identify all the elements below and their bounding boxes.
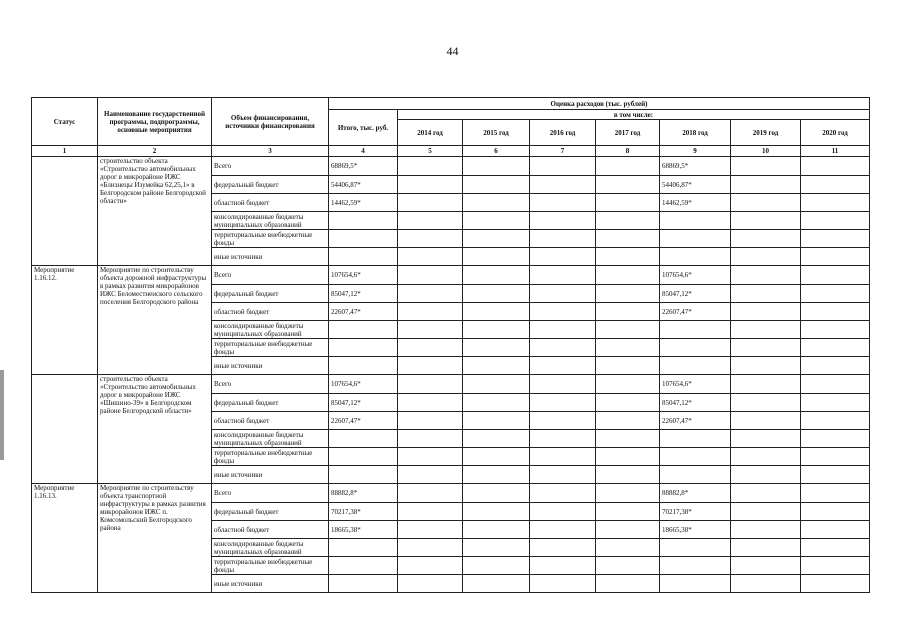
total-amount-cell: 107654,6* <box>329 375 398 394</box>
column-number-row <box>32 146 870 157</box>
column-number: 11 <box>801 146 870 157</box>
column-number: 1 <box>32 146 98 157</box>
year-amount-cell <box>398 266 463 285</box>
total-amount-cell <box>329 539 398 557</box>
year-amount-cell <box>463 557 530 575</box>
header-year-2016: 2016 год <box>530 120 596 146</box>
year-amount-cell <box>731 448 801 466</box>
year-amount-cell <box>596 321 660 339</box>
year-amount-cell <box>731 557 801 575</box>
year-amount-cell <box>801 575 870 593</box>
year-amount-cell <box>801 303 870 321</box>
year-amount-cell <box>596 521 660 539</box>
year-amount-cell <box>463 448 530 466</box>
column-number: 6 <box>463 146 530 157</box>
year-amount-cell <box>398 394 463 412</box>
year-amount-cell <box>530 484 596 503</box>
total-amount-cell: 22607,47* <box>329 412 398 430</box>
year-amount-cell <box>398 539 463 557</box>
scan-edge-mark <box>0 370 4 460</box>
event-name-cell: строительство объекта «Строительство автомобильных дорог в микрорайоне ИЖС «Шишино-39» в Белгородском районе Белгородской области» <box>98 375 212 484</box>
funding-source-cell: федеральный бюджет <box>212 394 329 412</box>
year-amount-cell <box>801 484 870 503</box>
table-row <box>32 157 870 176</box>
year-amount-cell <box>731 212 801 230</box>
year-amount-cell <box>731 303 801 321</box>
year-amount-cell <box>463 521 530 539</box>
funding-source-cell: иные источники <box>212 357 329 375</box>
total-amount-cell: 85047,12* <box>329 394 398 412</box>
total-amount-cell <box>329 575 398 593</box>
year-amount-cell <box>731 503 801 521</box>
event-name-cell: Мероприятие по строительству объекта дорожной инфраструктуры в рамках развития микрорайонов ИЖС Беломестненского сельского поселения Белгородского района <box>98 266 212 375</box>
year-amount-cell <box>463 285 530 303</box>
total-amount-cell: 22607,47* <box>329 303 398 321</box>
column-number: 10 <box>731 146 801 157</box>
year-2018-amount-cell <box>660 575 731 593</box>
year-amount-cell <box>530 575 596 593</box>
year-2018-amount-cell <box>660 466 731 484</box>
total-amount-cell: 18665,38* <box>329 521 398 539</box>
header-year-2020: 2020 год <box>801 120 870 146</box>
year-amount-cell <box>398 157 463 176</box>
year-2018-amount-cell: 18665,38* <box>660 521 731 539</box>
year-amount-cell <box>530 321 596 339</box>
funding-source-cell: Всего <box>212 266 329 285</box>
year-amount-cell <box>731 394 801 412</box>
table-row <box>32 266 870 285</box>
year-amount-cell <box>463 339 530 357</box>
total-amount-cell: 88882,8* <box>329 484 398 503</box>
year-amount-cell <box>731 357 801 375</box>
header-year-2018: 2018 год <box>660 120 731 146</box>
year-amount-cell <box>398 430 463 448</box>
year-amount-cell <box>731 176 801 194</box>
year-amount-cell <box>463 194 530 212</box>
total-amount-cell <box>329 430 398 448</box>
year-amount-cell <box>530 266 596 285</box>
event-status-cell: Мероприятие 1.16.12. <box>32 266 98 375</box>
year-amount-cell <box>530 230 596 248</box>
year-amount-cell <box>731 157 801 176</box>
event-status-cell <box>32 157 98 266</box>
year-amount-cell <box>463 503 530 521</box>
year-amount-cell <box>463 466 530 484</box>
total-amount-cell <box>329 248 398 266</box>
year-2018-amount-cell <box>660 339 731 357</box>
funding-source-cell: территориальные внебюджетные фонды <box>212 448 329 466</box>
year-amount-cell <box>731 194 801 212</box>
funding-source-cell: иные источники <box>212 466 329 484</box>
year-amount-cell <box>596 466 660 484</box>
year-amount-cell <box>801 503 870 521</box>
year-amount-cell <box>463 176 530 194</box>
year-amount-cell <box>398 503 463 521</box>
year-amount-cell <box>596 375 660 394</box>
funding-source-cell: территориальные внебюджетные фонды <box>212 339 329 357</box>
year-amount-cell <box>530 430 596 448</box>
year-amount-cell <box>530 285 596 303</box>
year-amount-cell <box>801 466 870 484</box>
year-amount-cell <box>463 157 530 176</box>
year-amount-cell <box>731 375 801 394</box>
total-amount-cell: 54406,87* <box>329 176 398 194</box>
year-2018-amount-cell <box>660 212 731 230</box>
year-amount-cell <box>596 285 660 303</box>
total-amount-cell <box>329 448 398 466</box>
year-amount-cell <box>530 176 596 194</box>
year-amount-cell <box>801 412 870 430</box>
year-amount-cell <box>801 176 870 194</box>
year-amount-cell <box>801 448 870 466</box>
year-amount-cell <box>596 357 660 375</box>
funding-source-cell: федеральный бюджет <box>212 285 329 303</box>
event-name-cell: Мероприятие по строительству объекта транспортной инфраструктуры в рамках развития микрорайонов ИЖС п. Комсомольский Белгородского района <box>98 484 212 593</box>
year-amount-cell <box>530 339 596 357</box>
year-amount-cell <box>596 230 660 248</box>
year-2018-amount-cell: 22607,47* <box>660 303 731 321</box>
year-amount-cell <box>801 230 870 248</box>
year-amount-cell <box>530 157 596 176</box>
year-amount-cell <box>731 248 801 266</box>
year-amount-cell <box>463 303 530 321</box>
year-amount-cell <box>398 557 463 575</box>
column-number: 8 <box>596 146 660 157</box>
header-finance: Объем финансирования, источники финансирования <box>212 98 329 146</box>
year-2018-amount-cell: 88882,8* <box>660 484 731 503</box>
year-amount-cell <box>801 557 870 575</box>
year-amount-cell <box>731 266 801 285</box>
funding-source-cell: Всего <box>212 157 329 176</box>
year-2018-amount-cell: 54406,87* <box>660 176 731 194</box>
year-amount-cell <box>801 248 870 266</box>
year-2018-amount-cell: 107654,6* <box>660 266 731 285</box>
year-amount-cell <box>596 194 660 212</box>
year-amount-cell <box>596 484 660 503</box>
year-amount-cell <box>731 575 801 593</box>
year-2018-amount-cell: 85047,12* <box>660 394 731 412</box>
year-amount-cell <box>463 248 530 266</box>
year-amount-cell <box>463 484 530 503</box>
year-amount-cell <box>398 176 463 194</box>
year-2018-amount-cell <box>660 557 731 575</box>
year-amount-cell <box>596 303 660 321</box>
year-amount-cell <box>801 521 870 539</box>
year-2018-amount-cell: 14462,59* <box>660 194 731 212</box>
year-amount-cell <box>596 157 660 176</box>
year-amount-cell <box>596 503 660 521</box>
header-total: Итого, тыс. руб. <box>329 110 398 146</box>
year-amount-cell <box>398 212 463 230</box>
column-number: 7 <box>530 146 596 157</box>
total-amount-cell <box>329 230 398 248</box>
funding-source-cell: Всего <box>212 375 329 394</box>
year-amount-cell <box>463 266 530 285</box>
year-2018-amount-cell: 68869,5* <box>660 157 731 176</box>
year-amount-cell <box>801 339 870 357</box>
year-amount-cell <box>731 430 801 448</box>
funding-source-cell: консолидированные бюджеты муниципальных образований <box>212 212 329 230</box>
year-amount-cell <box>731 539 801 557</box>
year-amount-cell <box>801 212 870 230</box>
funding-source-cell: консолидированные бюджеты муниципальных образований <box>212 430 329 448</box>
year-amount-cell <box>463 321 530 339</box>
year-2018-amount-cell: 70217,38* <box>660 503 731 521</box>
year-amount-cell <box>463 230 530 248</box>
year-amount-cell <box>398 339 463 357</box>
table-row <box>32 484 870 503</box>
year-amount-cell <box>731 466 801 484</box>
year-2018-amount-cell <box>660 448 731 466</box>
year-amount-cell <box>398 230 463 248</box>
event-name-cell: строительство объекта «Строительство автомобильных дорог в микрорайоне ИЖС «Близнецы Изумейка 62,25,1» в Белгородском районе Белгородской области» <box>98 157 212 266</box>
year-amount-cell <box>596 176 660 194</box>
funding-source-cell: областной бюджет <box>212 194 329 212</box>
year-amount-cell <box>530 248 596 266</box>
year-amount-cell <box>530 212 596 230</box>
year-amount-cell <box>731 521 801 539</box>
year-amount-cell <box>530 539 596 557</box>
year-2018-amount-cell <box>660 357 731 375</box>
year-amount-cell <box>398 375 463 394</box>
year-amount-cell <box>463 375 530 394</box>
year-amount-cell <box>596 430 660 448</box>
funding-source-cell: иные источники <box>212 575 329 593</box>
total-amount-cell <box>329 339 398 357</box>
year-amount-cell <box>801 285 870 303</box>
year-amount-cell <box>398 357 463 375</box>
table-row <box>32 375 870 394</box>
year-amount-cell <box>530 394 596 412</box>
header-year-2017: 2017 год <box>596 120 660 146</box>
year-amount-cell <box>731 484 801 503</box>
year-amount-cell <box>596 266 660 285</box>
funding-source-cell: консолидированные бюджеты муниципальных образований <box>212 321 329 339</box>
column-number: 9 <box>660 146 731 157</box>
year-amount-cell <box>596 557 660 575</box>
year-amount-cell <box>463 212 530 230</box>
total-amount-cell: 70217,38* <box>329 503 398 521</box>
year-amount-cell <box>398 321 463 339</box>
year-amount-cell <box>530 375 596 394</box>
year-amount-cell <box>463 539 530 557</box>
funding-source-cell: иные источники <box>212 248 329 266</box>
year-amount-cell <box>530 557 596 575</box>
year-amount-cell <box>801 539 870 557</box>
year-amount-cell <box>596 394 660 412</box>
total-amount-cell <box>329 212 398 230</box>
funding-source-cell: областной бюджет <box>212 303 329 321</box>
year-amount-cell <box>596 212 660 230</box>
year-amount-cell <box>596 539 660 557</box>
column-number: 2 <box>98 146 212 157</box>
funding-source-cell: Всего <box>212 484 329 503</box>
year-amount-cell <box>530 412 596 430</box>
year-amount-cell <box>801 394 870 412</box>
funding-source-cell: территориальные внебюджетные фонды <box>212 230 329 248</box>
year-2018-amount-cell: 107654,6* <box>660 375 731 394</box>
year-2018-amount-cell <box>660 230 731 248</box>
year-2018-amount-cell <box>660 539 731 557</box>
year-amount-cell <box>596 248 660 266</box>
year-amount-cell <box>398 521 463 539</box>
year-amount-cell <box>731 412 801 430</box>
funding-source-cell: областной бюджет <box>212 521 329 539</box>
header-year-2019: 2019 год <box>731 120 801 146</box>
year-amount-cell <box>801 357 870 375</box>
header-status: Статус <box>32 98 98 146</box>
total-amount-cell: 107654,6* <box>329 266 398 285</box>
year-2018-amount-cell: 85047,12* <box>660 285 731 303</box>
year-amount-cell <box>463 430 530 448</box>
year-amount-cell <box>530 357 596 375</box>
year-amount-cell <box>731 285 801 303</box>
year-amount-cell <box>801 375 870 394</box>
total-amount-cell: 14462,59* <box>329 194 398 212</box>
year-amount-cell <box>801 266 870 285</box>
year-amount-cell <box>731 230 801 248</box>
year-2018-amount-cell: 22607,47* <box>660 412 731 430</box>
header-including: в том числе: <box>398 110 870 120</box>
header-row-top <box>32 98 870 110</box>
year-amount-cell <box>398 412 463 430</box>
year-amount-cell <box>596 339 660 357</box>
year-2018-amount-cell <box>660 321 731 339</box>
year-amount-cell <box>530 448 596 466</box>
year-amount-cell <box>398 303 463 321</box>
year-amount-cell <box>530 303 596 321</box>
expenditure-table <box>31 97 870 593</box>
year-amount-cell <box>596 448 660 466</box>
year-amount-cell <box>530 503 596 521</box>
year-amount-cell <box>398 448 463 466</box>
funding-source-cell: областной бюджет <box>212 412 329 430</box>
year-amount-cell <box>801 157 870 176</box>
header-estimate: Оценка расходов (тыс. рублей) <box>329 98 870 110</box>
page-number: 44 <box>446 44 459 58</box>
header-name: Наименование государственной программы, подпрограммы, основные мероприятия <box>98 98 212 146</box>
year-amount-cell <box>596 412 660 430</box>
year-amount-cell <box>530 521 596 539</box>
header-year-2015: 2015 год <box>463 120 530 146</box>
year-amount-cell <box>398 285 463 303</box>
funding-source-cell: федеральный бюджет <box>212 503 329 521</box>
year-amount-cell <box>398 194 463 212</box>
year-2018-amount-cell <box>660 248 731 266</box>
year-amount-cell <box>463 357 530 375</box>
total-amount-cell <box>329 321 398 339</box>
event-status-cell: Мероприятие 1.16.13. <box>32 484 98 593</box>
funding-source-cell: федеральный бюджет <box>212 176 329 194</box>
funding-source-cell: консолидированные бюджеты муниципальных образований <box>212 539 329 557</box>
year-amount-cell <box>530 466 596 484</box>
total-amount-cell <box>329 557 398 575</box>
year-amount-cell <box>398 248 463 266</box>
column-number: 5 <box>398 146 463 157</box>
year-amount-cell <box>801 321 870 339</box>
year-amount-cell <box>463 575 530 593</box>
year-amount-cell <box>398 484 463 503</box>
year-amount-cell <box>530 194 596 212</box>
header-year-2014: 2014 год <box>398 120 463 146</box>
total-amount-cell <box>329 357 398 375</box>
column-number: 4 <box>329 146 398 157</box>
year-amount-cell <box>398 575 463 593</box>
year-amount-cell <box>463 412 530 430</box>
funding-source-cell: территориальные внебюджетные фонды <box>212 557 329 575</box>
year-amount-cell <box>731 321 801 339</box>
column-number: 3 <box>212 146 329 157</box>
total-amount-cell: 68869,5* <box>329 157 398 176</box>
year-amount-cell <box>801 194 870 212</box>
year-amount-cell <box>596 575 660 593</box>
year-amount-cell <box>398 466 463 484</box>
year-amount-cell <box>801 430 870 448</box>
year-amount-cell <box>731 339 801 357</box>
year-amount-cell <box>463 394 530 412</box>
total-amount-cell <box>329 466 398 484</box>
total-amount-cell: 85047,12* <box>329 285 398 303</box>
year-2018-amount-cell <box>660 430 731 448</box>
event-status-cell <box>32 375 98 484</box>
